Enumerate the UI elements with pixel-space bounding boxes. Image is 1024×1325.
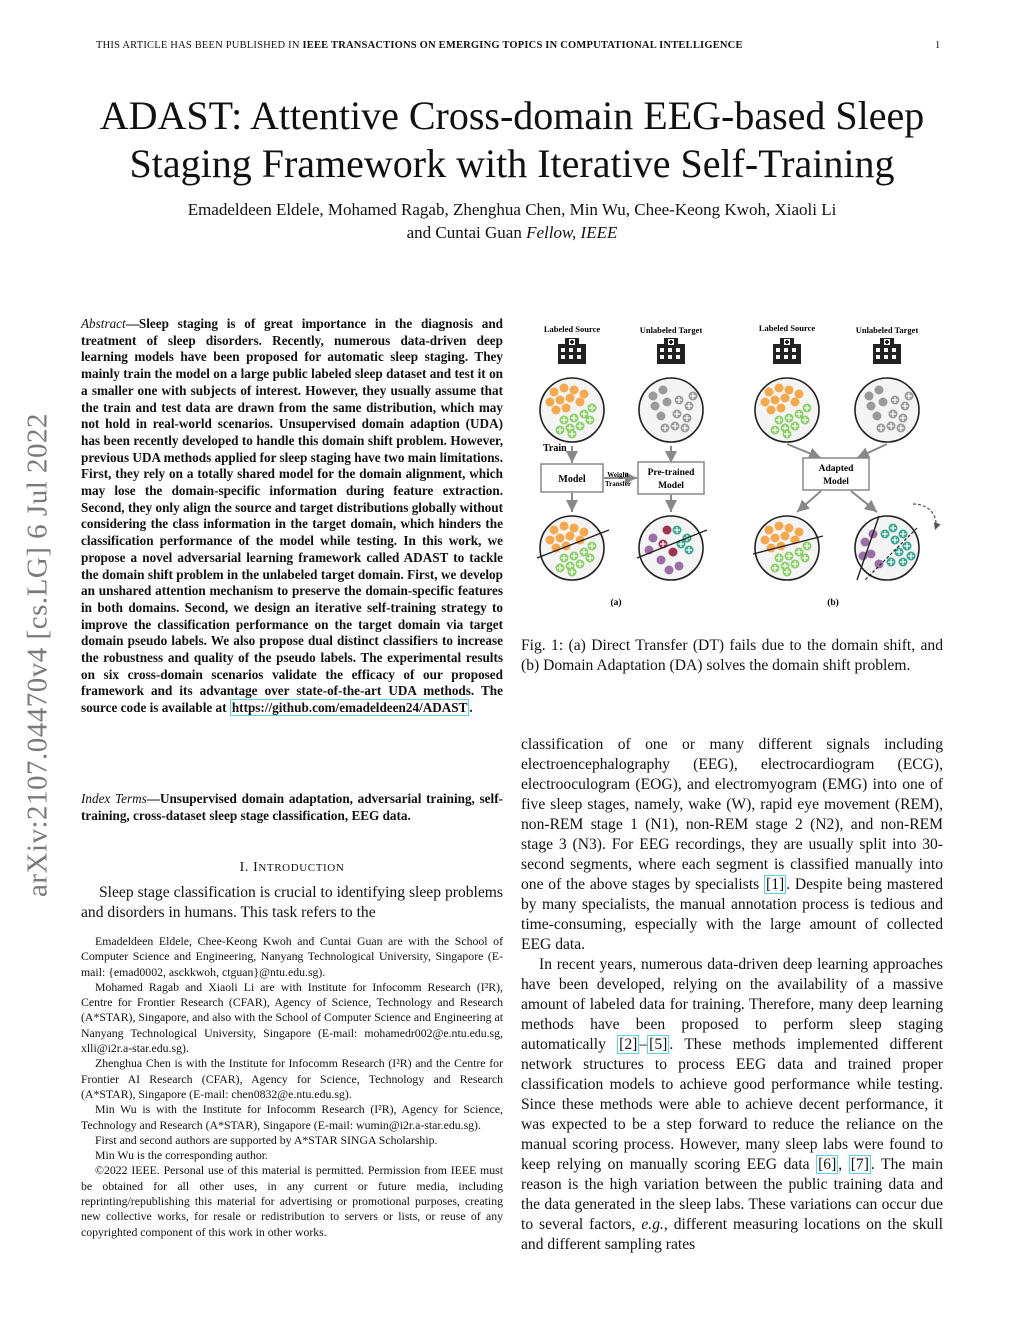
- unlabeled-cross-point: [685, 402, 694, 411]
- unlabeled-cross-point: [689, 392, 698, 401]
- source-class-2-point: [803, 542, 812, 551]
- hospital-body: [558, 344, 586, 364]
- footnote-corresponding: Min Wu is the corresponding author.: [95, 1148, 268, 1163]
- hospital-window: [884, 355, 888, 359]
- unlabeled-cross-point: [661, 424, 670, 433]
- source-class-1-point: [580, 390, 589, 399]
- hospital-window: [876, 348, 880, 352]
- author-fellow: Fellow, IEEE: [526, 223, 618, 242]
- paper-title: [60, 92, 964, 188]
- unlabeled-cross-point: [681, 424, 690, 433]
- paragraph-2-text-d: , different measuring locations on the skull and different sampling rates: [521, 1216, 943, 1253]
- right-column-body: [521, 735, 943, 1255]
- source-class-1-point: [550, 388, 559, 397]
- source-class-1-point: [566, 394, 575, 403]
- footnotes: [81, 934, 503, 1240]
- source-class-2-point: [560, 416, 569, 425]
- unlabeled-cross-point: [877, 424, 886, 433]
- source-class-2-point: [588, 404, 597, 413]
- predicted-class-2-point: [903, 542, 912, 551]
- hospital-window: [776, 348, 780, 352]
- figure-1: [521, 318, 943, 618]
- hospital-window: [660, 355, 664, 359]
- header-journal: IEEE TRANSACTIONS ON EMERGING TOPICS IN COMPUTATIONAL INTELLIGENCE: [302, 40, 743, 51]
- hospital-window: [561, 355, 565, 359]
- hospital-icon: [657, 338, 685, 364]
- predicted-class-2-point: [907, 552, 916, 561]
- source-class-1-point: [560, 384, 569, 393]
- pretrained-label-1: Pre-trained: [647, 468, 695, 478]
- source-class-1-point: [771, 534, 780, 543]
- hospital-window: [784, 348, 788, 352]
- hospital-window: [876, 355, 880, 359]
- source-class-1-point: [775, 384, 784, 393]
- arrow-adapted-target: [851, 491, 877, 512]
- page-number: 1: [935, 40, 941, 51]
- footnote-funding: First and second authors are supported by A*STAR SINGA Scholarship.: [95, 1132, 438, 1147]
- source-class-2-point: [588, 542, 597, 551]
- paragraph-2-text-a: In recent years, numerous data-driven deep learning approaches have been developed, relying on the availability of a massive amount of labeled data for training. Therefore, many deep learning methods have been proposed to perform sleep staging automatically: [521, 956, 943, 1053]
- source-class-1-point: [795, 390, 804, 399]
- section-heading-introduction: [81, 860, 503, 876]
- source-code-link[interactable]: https://github.com/emadeldeen24/ADAST: [231, 700, 468, 716]
- source-class-1-point: [781, 532, 790, 541]
- unlabeled-cross-point: [673, 410, 682, 419]
- predicted-class-1-point: [861, 538, 870, 547]
- index-terms-lead: Index Terms: [81, 791, 147, 806]
- hospital-window: [569, 348, 573, 352]
- source-class-1-point: [767, 406, 776, 415]
- predicted-class-2-point: [899, 558, 908, 567]
- predicted-class-1-point: [675, 562, 684, 571]
- citation-2[interactable]: [2]: [619, 1036, 638, 1053]
- unlabeled-cross-point: [905, 392, 914, 401]
- source-class-1-point: [785, 524, 794, 533]
- footnote-affiliation-2: Mohamed Ragab and Xiaoli Li are with Institute for Infocomm Research (I²R), Centre for Frontier Research (CFAR), Agency of Science, Technology and Research (A*STAR), Singapore, and also with the School of Computer Science and Engineering at Nanyang Technological University, Singapore (E-mail: mohamedr002@e.ntu.edu.sg, xlli@i2r.a-star.edu.sg).: [81, 979, 503, 1056]
- unlabeled-cross-point: [897, 424, 906, 433]
- citation-6[interactable]: [6]: [818, 1156, 837, 1173]
- abstract-text: —Sleep staging is of great importance in the diagnosis and treatment of sleep disorders. Recently, numerous data-driven deep learning models have been proposed for automatic sleep staging. They mainly train the model on a large public labeled sleep dataset and test it on a smaller one with subjects of interest. However, they usually assume that the train and test data are drawn from the same distribution, which may not hold in real-world scenarios. Unsupervised domain adaption (UDA) has been recently developed to handle this domain shift problem. However, previous UDA methods applied for sleep staging have two main limitations. First, they rely on a totally shared model for the domain alignment, which may lose the domain-specific information during feature extraction. Second, they only align the source and target distributions globally without considering the class information in the target domain, which hinders the classification performance of the model while testing. In this work, we propose a novel adversarial learning framework called ADAST to tackle the domain shift problem in the unlabeled target domain. First, we develop an unshared attention mechanism to preserve the domain-specific features in both domains. Second, we design an iterative self-training strategy to improve the classification performance on the target domain via target domain pseudo labels. We also propose dual distinct classifiers to increase the robustness and quality of the pseudo labels. The experimental results on six cross-domain scenarios validate the efficacy of our proposed framework and its advantage over state-of-the-art UDA methods. The source code is available at: [81, 316, 503, 716]
- source-class-2-point: [801, 554, 810, 563]
- hospital-cross-h: [785, 341, 789, 343]
- source-class-2-point: [570, 414, 579, 423]
- citation-comma: ,: [838, 1156, 849, 1173]
- arrow-target-b: [857, 444, 887, 458]
- transfer-label: Transfer: [605, 480, 631, 488]
- predicted-class-2-point: [899, 530, 908, 539]
- hospital-window: [884, 348, 888, 352]
- figure-1-caption: Fig. 1: (a) Direct Transfer (DT) fails due to the domain shift, and (b) Domain Adaptation (DA) solves the domain shift problem.: [521, 637, 943, 674]
- source-class-1-point: [562, 404, 571, 413]
- source-class-1-point: [570, 386, 579, 395]
- citation-5[interactable]: [5]: [649, 1036, 668, 1053]
- paragraph-2: [521, 955, 943, 1255]
- unlabeled-point: [657, 412, 666, 421]
- hospital-window: [569, 355, 573, 359]
- source-class-2-point: [791, 422, 800, 431]
- abstract-lead: Abstract: [81, 316, 126, 331]
- arxiv-stamp: [8, 375, 68, 935]
- footnote-affiliation-3: Zhenghua Chen is with the Institute for Infocomm Research (I²R) and the Centre for Frontier AI Research (CFAR), Agency for Science, Technology and Research (A*STAR), Singapore (E-mail: chen0832@e.ntu.edu.sg).: [81, 1056, 503, 1101]
- author-list: [60, 198, 964, 244]
- source-class-1-point: [546, 536, 555, 545]
- hospital-window: [676, 355, 680, 359]
- hospital-icon: [558, 338, 586, 364]
- unlabeled-cross-point: [671, 422, 680, 431]
- arrow-adapted-source: [797, 491, 821, 512]
- rotation-arrow: [913, 504, 936, 530]
- hospital-window: [892, 355, 896, 359]
- source-class-1-point: [761, 536, 770, 545]
- label-labeled-source-a: Labeled Source: [543, 324, 601, 334]
- adapted-label-1: Adapted: [818, 464, 854, 474]
- source-class-2-point: [775, 416, 784, 425]
- unlabeled-point: [663, 398, 672, 407]
- label-a: (a): [610, 598, 622, 608]
- hospital-cross-h: [570, 341, 574, 343]
- source-class-1-point: [576, 398, 585, 407]
- predicted-class-2-point: [895, 548, 904, 557]
- predicted-class-1-point: [665, 566, 674, 575]
- hospital-window: [561, 348, 565, 352]
- unlabeled-cross-point: [683, 414, 692, 423]
- paragraph-2-text-b: . These methods implemented different network structures to process EEG data and trained proper classification models to achieve good performance while testing. Since these methods were able to achieve decent performance, it was expected to be a step forward to reduce the reliance on the manual scoring process. However, many sleep labs were found to keep relying on manually scoring EEG data: [521, 1036, 944, 1173]
- predicted-class-1-point: [867, 550, 876, 559]
- unlabeled-cross-point: [899, 414, 908, 423]
- predicted-class-1-point: [875, 560, 884, 569]
- hospital-icon: [873, 338, 901, 364]
- title-line-1: ADAST: Attentive Cross-domain EEG-based Sleep: [99, 93, 925, 138]
- label-unlabeled-target-a: Unlabeled Target: [639, 325, 703, 335]
- index-terms: [81, 791, 503, 824]
- footnote-copyright: ©2022 IEEE. Personal use of this material is permitted. Permission from IEEE must be obtained for all other uses, in any current or future media, including reprinting/republishing this material for advertising or promotional purposes, creating new collective works, for resale or redistribution to servers or lists, or reuse of any copyrighted component of this work in other works.: [81, 1163, 503, 1239]
- predicted-class-2-point: [685, 546, 694, 555]
- source-class-1-point: [560, 522, 569, 531]
- hospital-window: [792, 348, 796, 352]
- source-class-1-point: [771, 396, 780, 405]
- source-class-2-point: [560, 554, 569, 563]
- predicted-class-2-point: [891, 536, 900, 545]
- hospital-body: [873, 344, 901, 364]
- unlabeled-cross-point: [901, 402, 910, 411]
- source-class-2-point: [801, 416, 810, 425]
- label-labeled-source-b: Labeled Source: [758, 323, 816, 333]
- source-class-1-point: [580, 528, 589, 537]
- paragraph-1-text-a: classification of one or many different signals including electroencephalography (EEG), electrocardiogram (ECG), electrooculogram (EOG), and electromyogram (EMG) into one of five sleep stages, namely, wake (W), rapid eye movement (REM), non-REM stage 1 (N1), non-REM stage 2 (N2), and non-REM stage 3 (N3). For EEG recordings, they are usually split into 30-second segments, where each segment is classified manually into one of the above stages by specialists: [521, 736, 943, 893]
- hospital-cross-h: [669, 341, 673, 343]
- source-class-1-point: [552, 406, 561, 415]
- hospital-window: [792, 355, 796, 359]
- citation-dash: –: [639, 1036, 648, 1053]
- footnote-affiliation-4: Min Wu is with the Institute for Infocomm Research (I²R), Agency for Science, Technology and Research (A*STAR), Singapore (E-mail: wumin@i2r.a-star.edu.sg).: [81, 1102, 503, 1132]
- source-class-1-point: [795, 528, 804, 537]
- source-class-2-point: [791, 560, 800, 569]
- misclassified-point: [669, 548, 678, 557]
- source-class-1-point: [556, 534, 565, 543]
- predicted-class-2-point: [887, 558, 896, 567]
- unlabeled-cross-point: [887, 422, 896, 431]
- arxiv-stamp-text: arXiv:2107.04470v4 [cs.LG] 6 Jul 2022: [21, 412, 54, 898]
- hospital-icon: [773, 338, 801, 364]
- title-line-2: Staging Framework with Iterative Self-Training: [129, 141, 895, 186]
- source-class-1-point: [761, 398, 770, 407]
- source-class-2-point: [783, 430, 792, 439]
- source-class-2-point: [785, 414, 794, 423]
- source-class-1-point: [775, 522, 784, 531]
- authors-line-2-plain: and Cuntai Guan: [406, 223, 527, 242]
- pretrained-label-2: Model: [658, 481, 684, 491]
- hospital-window: [668, 348, 672, 352]
- section-number: I.: [239, 860, 254, 875]
- unlabeled-cross-point: [891, 396, 900, 405]
- abstract-end: .: [469, 700, 473, 716]
- source-class-2-point: [775, 554, 784, 563]
- target-circle-a: [639, 378, 703, 442]
- header-text: [96, 40, 743, 51]
- paragraph-1: [521, 735, 943, 955]
- predicted-class-2-point: [889, 524, 898, 533]
- label-train: Train: [543, 443, 567, 454]
- unlabeled-cross-point: [889, 410, 898, 419]
- paragraph-1-text-b: . Despite being mastered by many specialists, the manual annotation process is tedious and time-consuming, especially with the large amount of collected EEG data.: [521, 876, 943, 953]
- authors-line-2: [60, 221, 964, 244]
- source-class-2-point: [586, 416, 595, 425]
- source-class-1-point: [550, 526, 559, 535]
- citation-1[interactable]: [1]: [766, 876, 785, 893]
- unlabeled-point: [875, 386, 884, 395]
- unlabeled-point: [879, 398, 888, 407]
- unlabeled-point: [659, 386, 668, 395]
- unlabeled-point: [867, 402, 876, 411]
- source-class-2-point: [576, 560, 585, 569]
- source-class-1-point: [765, 526, 774, 535]
- predicted-class-2-point: [673, 526, 682, 535]
- footnote-affiliation-1: Emadeldeen Eldele, Chee-Keong Kwoh and Cuntai Guan are with the School of Computer Science and Engineering, Nanyang Technological University, Singapore (E-mail: {emad0002, asckkwoh, ctguan}@ntu.edu.sg).: [81, 934, 503, 979]
- unlabeled-point: [873, 412, 882, 421]
- source-class-2-point: [556, 564, 565, 573]
- hospital-window: [892, 348, 896, 352]
- header-prefix: THIS ARTICLE HAS BEEN PUBLISHED IN: [96, 40, 303, 51]
- source-class-2-point: [556, 426, 565, 435]
- source-class-2-point: [785, 552, 794, 561]
- hospital-window: [668, 355, 672, 359]
- model-label: Model: [558, 474, 586, 485]
- unlabeled-point: [649, 392, 658, 401]
- hospital-window: [776, 355, 780, 359]
- predicted-class-1-point: [649, 534, 658, 543]
- section-first-letter: I: [253, 860, 259, 875]
- source-class-2-point: [570, 552, 579, 561]
- source-class-2-point: [568, 430, 577, 439]
- paragraph-2-text-c: . The main reason is the high variation between the public training data and the data generated in the sleep labs. These variations can occur due to several factors,: [521, 1156, 943, 1233]
- authors-line-1: Emadeldeen Eldele, Mohamed Ragab, Zhenghua Chen, Min Wu, Chee-Keong Kwoh, Xiaoli Li: [187, 200, 837, 219]
- paragraph-2-eg: e.g.: [641, 1216, 664, 1233]
- source-class-1-point: [546, 398, 555, 407]
- unlabeled-cross-point: [675, 396, 684, 405]
- section-rest: NTRODUCTION: [258, 862, 345, 874]
- hospital-window: [676, 348, 680, 352]
- source-class-2-point: [568, 568, 577, 577]
- hospital-window: [577, 348, 581, 352]
- hospital-body: [773, 344, 801, 364]
- adapted-label-2: Model: [823, 477, 849, 487]
- source-class-2-point: [803, 404, 812, 413]
- hospital-window: [660, 348, 664, 352]
- source-class-1-point: [566, 532, 575, 541]
- source-class-2-point: [771, 564, 780, 573]
- source-class-1-point: [781, 394, 790, 403]
- label-b: (b): [827, 598, 839, 608]
- hospital-cross-h: [885, 341, 889, 343]
- source-class-1-point: [777, 404, 786, 413]
- unlabeled-point: [865, 392, 874, 401]
- intro-paragraph: Sleep stage classification is crucial to identifying sleep problems and disorders in humans. This task refers to the: [81, 884, 503, 921]
- predicted-class-1-point: [657, 556, 666, 565]
- hospital-window: [577, 355, 581, 359]
- source-class-1-point: [765, 388, 774, 397]
- source-class-2-point: [771, 426, 780, 435]
- label-unlabeled-target-b: Unlabeled Target: [855, 325, 919, 335]
- target-circle-b: [855, 378, 919, 442]
- unlabeled-point: [651, 402, 660, 411]
- index-terms-text: —Unsupervised domain adaptation, adversarial training, self-training, cross-dataset sleep stage classification, EEG data.: [81, 791, 503, 823]
- hospital-body: [657, 344, 685, 364]
- source-class-1-point: [556, 396, 565, 405]
- hospital-window: [784, 355, 788, 359]
- source-class-1-point: [570, 524, 579, 533]
- source-class-2-point: [576, 422, 585, 431]
- abstract: [81, 316, 503, 717]
- misclassified-point: [663, 526, 672, 535]
- source-class-2-point: [783, 568, 792, 577]
- weight-label: Weight: [607, 471, 629, 479]
- source-class-2-point: [586, 554, 595, 563]
- predicted-class-2-point: [881, 530, 890, 539]
- citation-7[interactable]: [7]: [850, 1156, 869, 1173]
- arrow-source-b: [787, 444, 821, 458]
- source-class-1-point: [791, 398, 800, 407]
- source-class-1-point: [785, 386, 794, 395]
- figure-1-diagram: [521, 318, 943, 618]
